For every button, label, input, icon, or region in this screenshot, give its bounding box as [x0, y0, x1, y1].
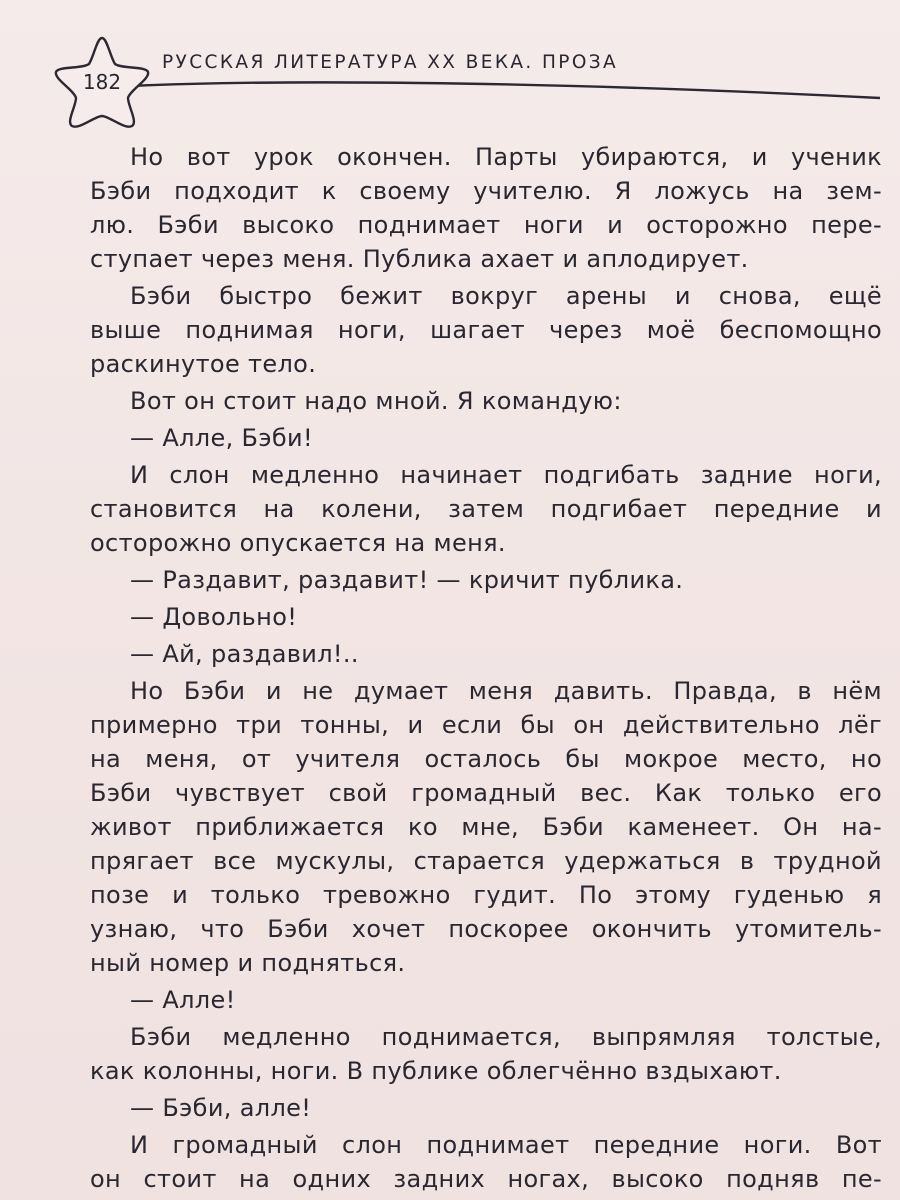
text-line: Бэби чувствует свой громадный вес. Как только его: [90, 779, 882, 807]
text-line: живот приближается ко мне, Бэби каменеет. Он на-: [90, 813, 882, 841]
text-line: — Довольно!: [130, 603, 298, 631]
text-line: раскинутое тело.: [90, 350, 317, 378]
text-line: лю. Бэби высоко поднимает ноги и осторожно пере-: [90, 211, 882, 239]
text-line: — Раздавит, раздавит! — кричит публика.: [130, 566, 684, 594]
text-line: И громадный слон поднимает передние ноги. Вот: [130, 1131, 882, 1159]
text-line: выше поднимая ноги, шагает через моё беспомощно: [90, 316, 882, 344]
text-line: Бэби подходит к своему учителю. Я ложусь на зем-: [90, 177, 882, 205]
text-line: осторожно опускается на меня.: [90, 529, 506, 557]
text-line: прягает все мускулы, старается удержаться в трудной: [90, 847, 882, 875]
body-text: [90, 140, 882, 1196]
text-line: позе и только тревожно гудит. По этому гуденью я: [90, 881, 882, 909]
text-line: И слон медленно начинает подгибать задние ноги,: [130, 461, 882, 489]
text-line: — Алле, Бэби!: [130, 424, 313, 452]
page-header: [0, 0, 900, 140]
text-line: как колонны, ноги. В публике облегчённо вздыхают.: [90, 1057, 782, 1085]
text-line: ступает через меня. Публика ахает и аплодирует.: [90, 245, 749, 273]
text-line: Бэби медленно поднимается, выпрямляя толстые,: [130, 1023, 882, 1051]
running-title: РУССКАЯ ЛИТЕРАТУРА XX ВЕКА. ПРОЗА: [162, 52, 619, 73]
text-line: Бэби быстро бежит вокруг арены и снова, ещё: [130, 282, 882, 310]
text-line: ный номер и подняться.: [90, 949, 406, 977]
text-line: на меня, от учителя осталось бы мокрое место, но: [90, 745, 882, 773]
text-line: Но Бэби и не думает меня давить. Правда, в нём: [130, 677, 882, 705]
page-number: 182: [82, 70, 122, 94]
text-line: Вот он стоит надо мной. Я командую:: [130, 387, 622, 415]
text-line: узнаю, что Бэби хочет поскорее окончить утомитель-: [90, 915, 882, 943]
text-line: становится на колени, затем подгибает передние и: [90, 495, 882, 523]
text-line: — Бэби, алле!: [130, 1094, 312, 1122]
text-line: — Ай, раздавил!..: [130, 640, 359, 668]
text-line: Но вот урок окончен. Парты убираются, и ученик: [130, 143, 882, 171]
text-line: он стоит на одних задних ногах, высоко подняв пе-: [90, 1165, 882, 1193]
text-line: примерно три тонны, и если бы он действительно лёг: [90, 711, 882, 739]
text-line: — Алле!: [130, 986, 236, 1014]
